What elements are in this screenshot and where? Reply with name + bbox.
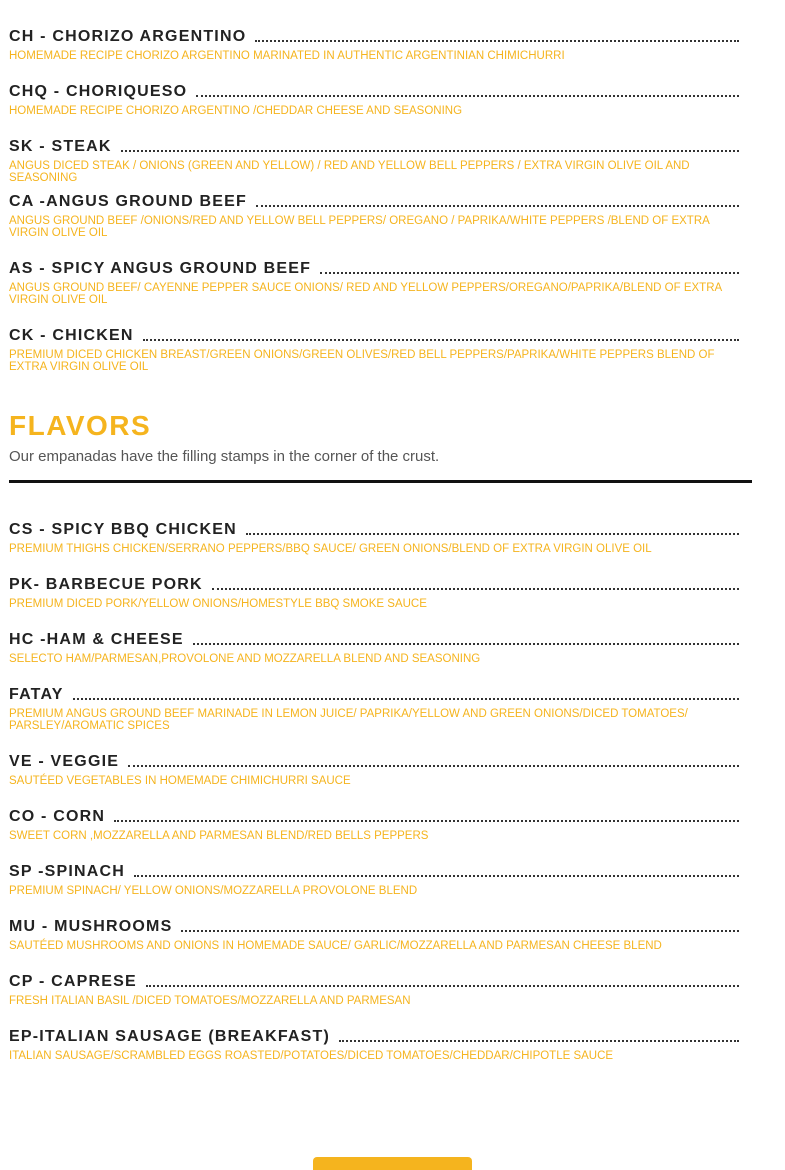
menu-item-description: HOMEMADE RECIPE CHORIZO ARGENTINO MARINATED IN AUTHENTIC ARGENTINIAN CHIMICHURRI xyxy=(9,50,565,62)
menu-item-title: CS - SPICY BBQ CHICKEN xyxy=(9,521,237,538)
menu-item xyxy=(9,805,739,842)
menu-item-title: CH - CHORIZO ARGENTINO xyxy=(9,28,247,45)
dotted-leader xyxy=(146,985,739,987)
menu-item-description: ANGUS GROUND BEEF /ONIONS/RED AND YELLOW BELL PEPPERS/ OREGANO / PAPRIKA/WHITE PEPPERS /BLEND OF EXTRA VIRGIN OLIVE OIL xyxy=(9,215,710,239)
menu-item-description: FRESH ITALIAN BASIL /DICED TOMATOES/MOZZARELLA AND PARMESAN xyxy=(9,995,411,1007)
dotted-leader xyxy=(256,205,739,207)
dotted-leader xyxy=(196,95,739,97)
menu-item-description: SWEET CORN ,MOZZARELLA AND PARMESAN BLEND/RED BELLS PEPPERS xyxy=(9,830,429,842)
dotted-leader xyxy=(339,1040,739,1042)
menu-item-title: SP -SPINACH xyxy=(9,863,126,880)
menu-item-title: VE - VEGGIE xyxy=(9,753,120,770)
dotted-leader xyxy=(320,272,739,274)
menu-item xyxy=(9,257,739,306)
menu-item xyxy=(9,970,739,1007)
menu-item xyxy=(9,750,739,787)
menu-item-description: ITALIAN SAUSAGE/SCRAMBLED EGGS ROASTED/POTATOES/DICED TOMATOES/CHEDDAR/CHIPOTLE SAUCE xyxy=(9,1050,614,1062)
menu-item-description: SAUTÉED VEGETABLES IN HOMEMADE CHIMICHURRI SAUCE xyxy=(9,775,351,787)
menu-item-title: CP - CAPRESE xyxy=(9,973,137,990)
menu-item-description: SELECTO HAM/PARMESAN,PROVOLONE AND MOZZARELLA BLEND AND SEASONING xyxy=(9,653,481,665)
dotted-leader xyxy=(212,588,739,590)
menu-item-title: EP-ITALIAN SAUSAGE (BREAKFAST) xyxy=(9,1028,331,1045)
menu-item-title: AS - SPICY ANGUS GROUND BEEF xyxy=(9,260,312,277)
menu-item-description: PREMIUM ANGUS GROUND BEEF MARINADE IN LEMON JUICE/ PAPRIKA/YELLOW AND GREEN ONIONS/DICED TOMATOES/ PARSLEY/AROMATIC SPICES xyxy=(9,708,688,732)
dotted-leader xyxy=(181,930,739,932)
dotted-leader xyxy=(246,533,739,535)
dotted-leader xyxy=(134,875,739,877)
menu-item-description: PREMIUM THIGHS CHICKEN/SERRANO PEPPERS/BBQ SAUCE/ GREEN ONIONS/BLEND OF EXTRA VIRGIN OLIVE OIL xyxy=(9,543,652,555)
menu-item xyxy=(9,135,739,184)
menu-item xyxy=(9,190,739,239)
menu-item-title: CO - CORN xyxy=(9,808,106,825)
menu-item xyxy=(9,573,739,610)
dotted-leader xyxy=(128,765,739,767)
menu-item xyxy=(9,683,739,732)
menu-item xyxy=(9,860,739,897)
dotted-leader xyxy=(114,820,739,822)
menu-item-title: CA -ANGUS GROUND BEEF xyxy=(9,193,247,210)
dotted-leader xyxy=(193,643,739,645)
menu-item xyxy=(9,80,739,117)
menu-item-title: MU - MUSHROOMS xyxy=(9,918,173,935)
menu-item-title: HC -HAM & CHEESE xyxy=(9,631,184,648)
menu-item-description: PREMIUM DICED PORK/YELLOW ONIONS/HOMESTYLE BBQ SMOKE SAUCE xyxy=(9,598,427,610)
menu-item-title: CK - CHICKEN xyxy=(9,327,134,344)
section-divider xyxy=(9,480,752,483)
menu-item xyxy=(9,915,739,952)
dotted-leader xyxy=(143,339,739,341)
flavors-heading: FLAVORS xyxy=(9,410,152,441)
dotted-leader xyxy=(121,150,739,152)
menu-item-title: FATAY xyxy=(9,686,64,703)
menu-item-title: SK - STEAK xyxy=(9,138,112,155)
menu-item xyxy=(9,324,739,373)
menu-item-description: HOMEMADE RECIPE CHORIZO ARGENTINO /CHEDDAR CHEESE AND SEASONING xyxy=(9,105,463,117)
menu-item xyxy=(9,1025,739,1062)
dotted-leader xyxy=(255,40,739,42)
menu-item xyxy=(9,628,739,665)
menu-item xyxy=(9,518,739,555)
menu-item-description: SAUTÉED MUSHROOMS AND ONIONS IN HOMEMADE SAUCE/ GARLIC/MOZZARELLA AND PARMESAN CHEESE BLEND xyxy=(9,940,662,952)
menu-item-description: PREMIUM SPINACH/ YELLOW ONIONS/MOZZARELLA PROVOLONE BLEND xyxy=(9,885,418,897)
order-button[interactable] xyxy=(313,1157,472,1170)
dotted-leader xyxy=(73,698,739,700)
menu-item-title: PK- BARBECUE PORK xyxy=(9,576,203,593)
menu-item-description: ANGUS DICED STEAK / ONIONS (GREEN AND YELLOW) / RED AND YELLOW BELL PEPPERS / EXTRA VIRGIN OLIVE OIL AND SEASONING xyxy=(9,160,690,184)
flavors-subtitle: Our empanadas have the filling stamps in the corner of the crust. xyxy=(9,448,440,465)
menu-item-title: CHQ - CHORIQUESO xyxy=(9,83,188,100)
menu-item xyxy=(9,25,739,62)
menu-item-description: ANGUS GROUND BEEF/ CAYENNE PEPPER SAUCE ONIONS/ RED AND YELLOW PEPPERS/OREGANO/PAPRIKA/BLEND OF EXTRA VIRGIN OLIVE OIL xyxy=(9,282,722,306)
menu-item-description: PREMIUM DICED CHICKEN BREAST/GREEN ONIONS/GREEN OLIVES/RED BELL PEPPERS/PAPRIKA/WHITE PEPPERS BLEND OF EXTRA VIRGIN OLIVE OIL xyxy=(9,349,715,373)
